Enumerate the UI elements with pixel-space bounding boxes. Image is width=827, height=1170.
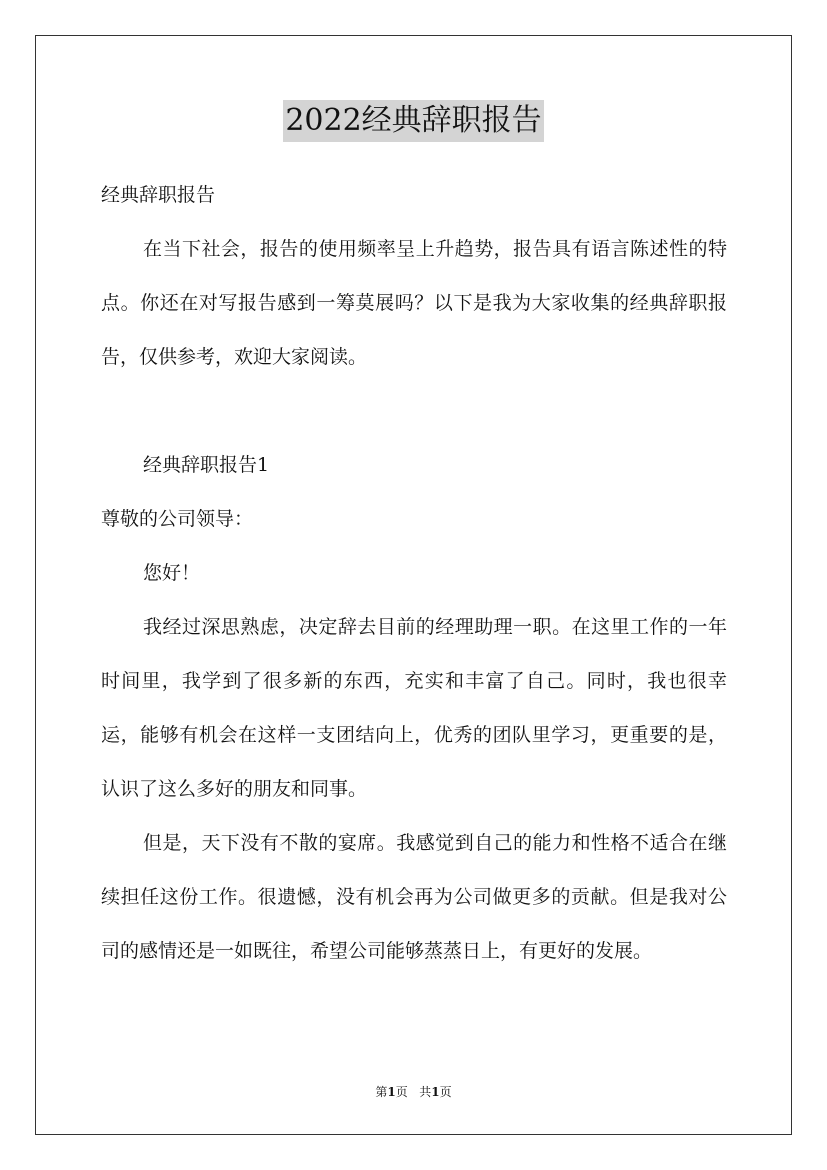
- page-footer: [0, 1083, 827, 1101]
- paragraph-spacer: [101, 384, 727, 438]
- section-heading: 经典辞职报告1: [143, 454, 270, 476]
- body-paragraph: 但是，天下没有不散的宴席。我感觉到自己的能力和性格不适合在继续担任这份工作。很遗憾，没有机会再为公司做更多的贡献。但是我对公司的感情还是一如既往，希望公司能够蒸蒸日上，有更好的发展。: [101, 832, 727, 962]
- document-body: [101, 168, 727, 978]
- total-pages: 1: [431, 1085, 440, 1099]
- total-suffix: 页: [439, 1085, 452, 1099]
- intro-paragraph: 在当下社会，报告的使用频率呈上升趋势，报告具有语言陈述性的特点。你还在对写报告感到一筹莫展吗？以下是我为大家收集的经典辞职报告，仅供参考，欢迎大家阅读。: [101, 238, 727, 368]
- page-prefix: 第: [375, 1085, 388, 1099]
- greeting: 您好！: [143, 562, 201, 584]
- document-title: 2022经典辞职报告: [283, 100, 543, 142]
- document-subtitle: 经典辞职报告: [101, 184, 216, 206]
- page-number: 1: [387, 1085, 396, 1099]
- body-paragraph: 我经过深思熟虑，决定辞去目前的经理助理一职。在这里工作的一年时间里，我学到了很多新的东西，充实和丰富了自己。同时，我也很幸运，能够有机会在这样一支团结向上，优秀的团队里学习，更重要的是，认识了这么多好的朋友和同事。: [101, 616, 727, 800]
- title-container: [0, 100, 827, 142]
- page-suffix: 页: [395, 1085, 408, 1099]
- total-prefix: 共: [419, 1085, 432, 1099]
- salutation: 尊敬的公司领导：: [101, 508, 254, 530]
